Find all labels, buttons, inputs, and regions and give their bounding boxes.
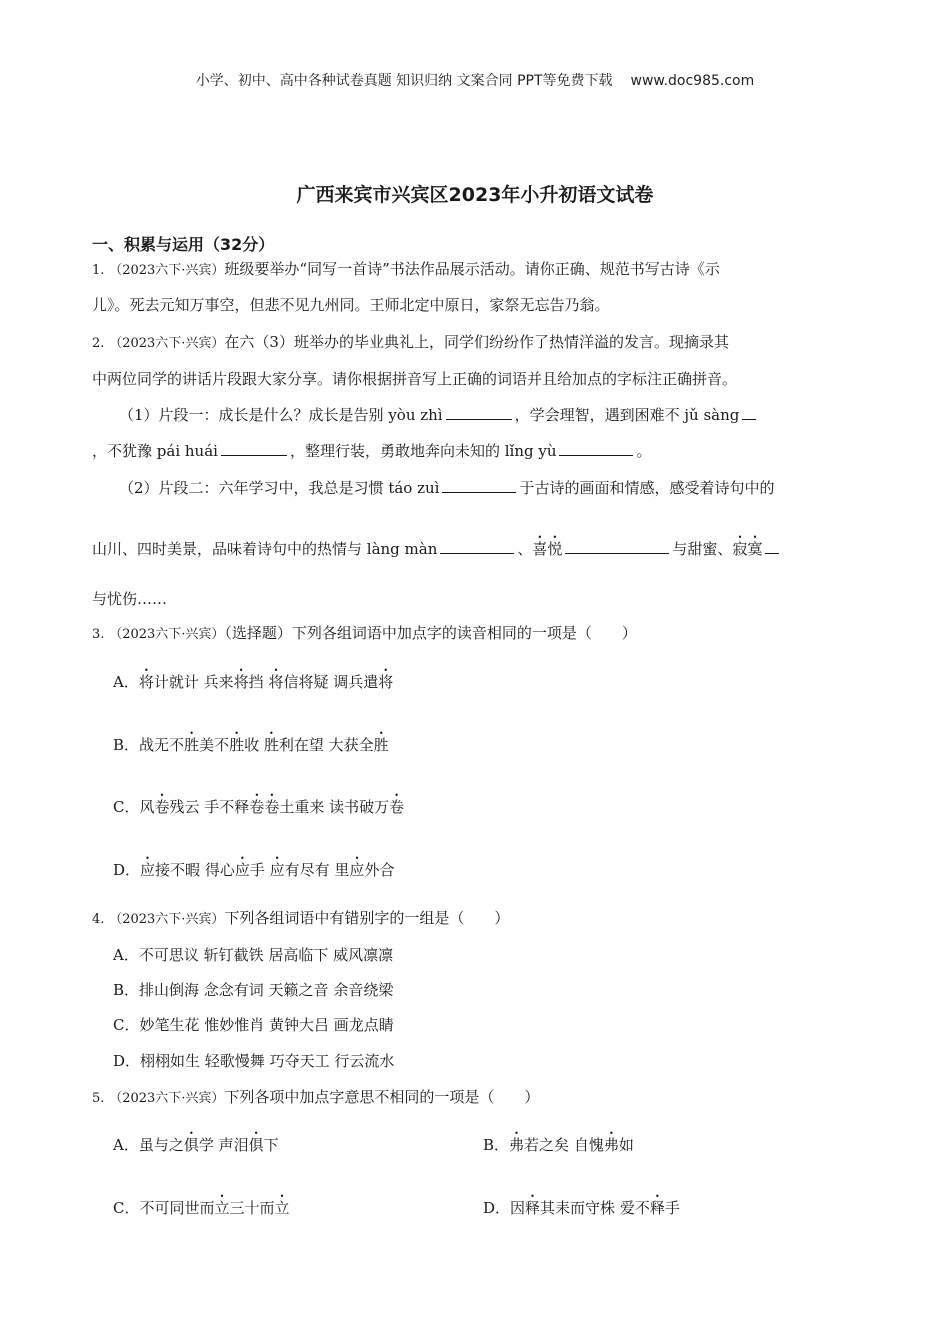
q3-option-d[interactable]: D．应接不暇 得心应手 应有尽有 里应外合 [113,861,395,879]
blank-input[interactable] [221,440,287,456]
q1-line1: 1. （2023六下·兴宾）班级要举办“同写一首诗”书法作品展示活动。请你正确、规范书写古诗《示 [92,260,720,278]
section-heading: 一、积累与运用（32分） [92,235,275,254]
q2-fragment2-line3: 与忧伤…… [92,590,168,608]
blank-input[interactable] [742,404,756,420]
q3-option-b[interactable]: B．战无不胜美不胜收 胜利在望 大获全胜 [113,736,389,754]
q5-option-a[interactable]: A．虽与之俱学 声泪俱下 [113,1136,279,1154]
q4-option-a[interactable]: A．不可思议 斩钉截铁 居高临下 威风凛凛 [113,946,394,964]
q5-option-b[interactable]: B．弗若之矣 自愧弗如 [483,1136,634,1154]
q3-stem: 3. （2023六下·兴宾）（选择题）下列各组词语中加点字的读音相同的一项是（ ） [92,624,637,642]
page-header [0,70,950,90]
q2-line2: 中两位同学的讲话片段跟大家分享。请你根据拼音写上正确的词语并且给加点的字标注正确拼音。 [92,370,738,388]
q4-option-c[interactable]: C．妙笔生花 惟妙惟肖 黄钟大吕 画龙点睛 [113,1016,394,1034]
q2-fragment2-line2: 山川、四时美景，品味着诗句中的热情与 làng màn 、喜悦 与甜蜜、寂寞 [92,538,782,559]
q4-option-d[interactable]: D．栩栩如生 轻歌慢舞 巧夺天工 行云流水 [113,1052,395,1070]
q2-fragment1-line2: ，不犹豫 pái huái ，整理行装，勇敢地奔向未知的 lǐng yù 。 [92,442,652,460]
page-title: 广西来宾市兴宾区2023年小升初语文试卷 [296,184,654,206]
blank-input[interactable] [765,538,779,554]
q3-option-c[interactable]: C．风卷残云 手不释卷卷土重来 读书破万卷 [113,798,405,816]
blank-input[interactable] [565,538,669,554]
q2-line1: 2. （2023六下·兴宾）在六（3）班举办的毕业典礼上，同学们纷纷作了热情洋溢的发言。现摘录其 [92,333,729,351]
q3-option-a[interactable]: A．将计就计 兵来将挡 将信将疑 调兵遣将 [113,673,394,691]
blank-input[interactable] [559,440,633,456]
q2-fragment1-line1: （1）片段一：成长是什么？成长是告别 yòu zhì ，学会理智，遇到困难不 jǔ sàng [119,404,759,425]
q4-stem: 4. （2023六下·兴宾）下列各组词语中有错别字的一组是（ ） [92,909,510,927]
blank-input[interactable] [442,477,516,493]
blank-input[interactable] [440,538,514,554]
q5-stem: 5. （2023六下·兴宾）下列各项中加点字意思不相同的一项是（ ） [92,1088,540,1106]
q2-fragment2-line1: （2）片段二：六年学习中，我总是习惯 táo zuì 于古诗的画面和情感，感受着诗句中的 [119,479,775,497]
q5-option-c[interactable]: C．不可同世而立三十而立 [113,1199,290,1217]
header-site: www.doc985.com [630,73,755,89]
q1-line2: 儿》。死去元知万事空，但悲不见九州同。王师北定中原日，家祭无忘告乃翁。 [92,296,610,314]
header-text: 小学、初中、高中各种试卷真题 知识归纳 文案合同 PPT等免费下载 [195,73,613,89]
blank-input[interactable] [446,404,512,420]
q4-option-b[interactable]: B．排山倒海 念念有词 天籁之音 余音绕梁 [113,981,394,999]
q5-option-d[interactable]: D．因释其耒而守株 爱不释手 [483,1199,680,1217]
